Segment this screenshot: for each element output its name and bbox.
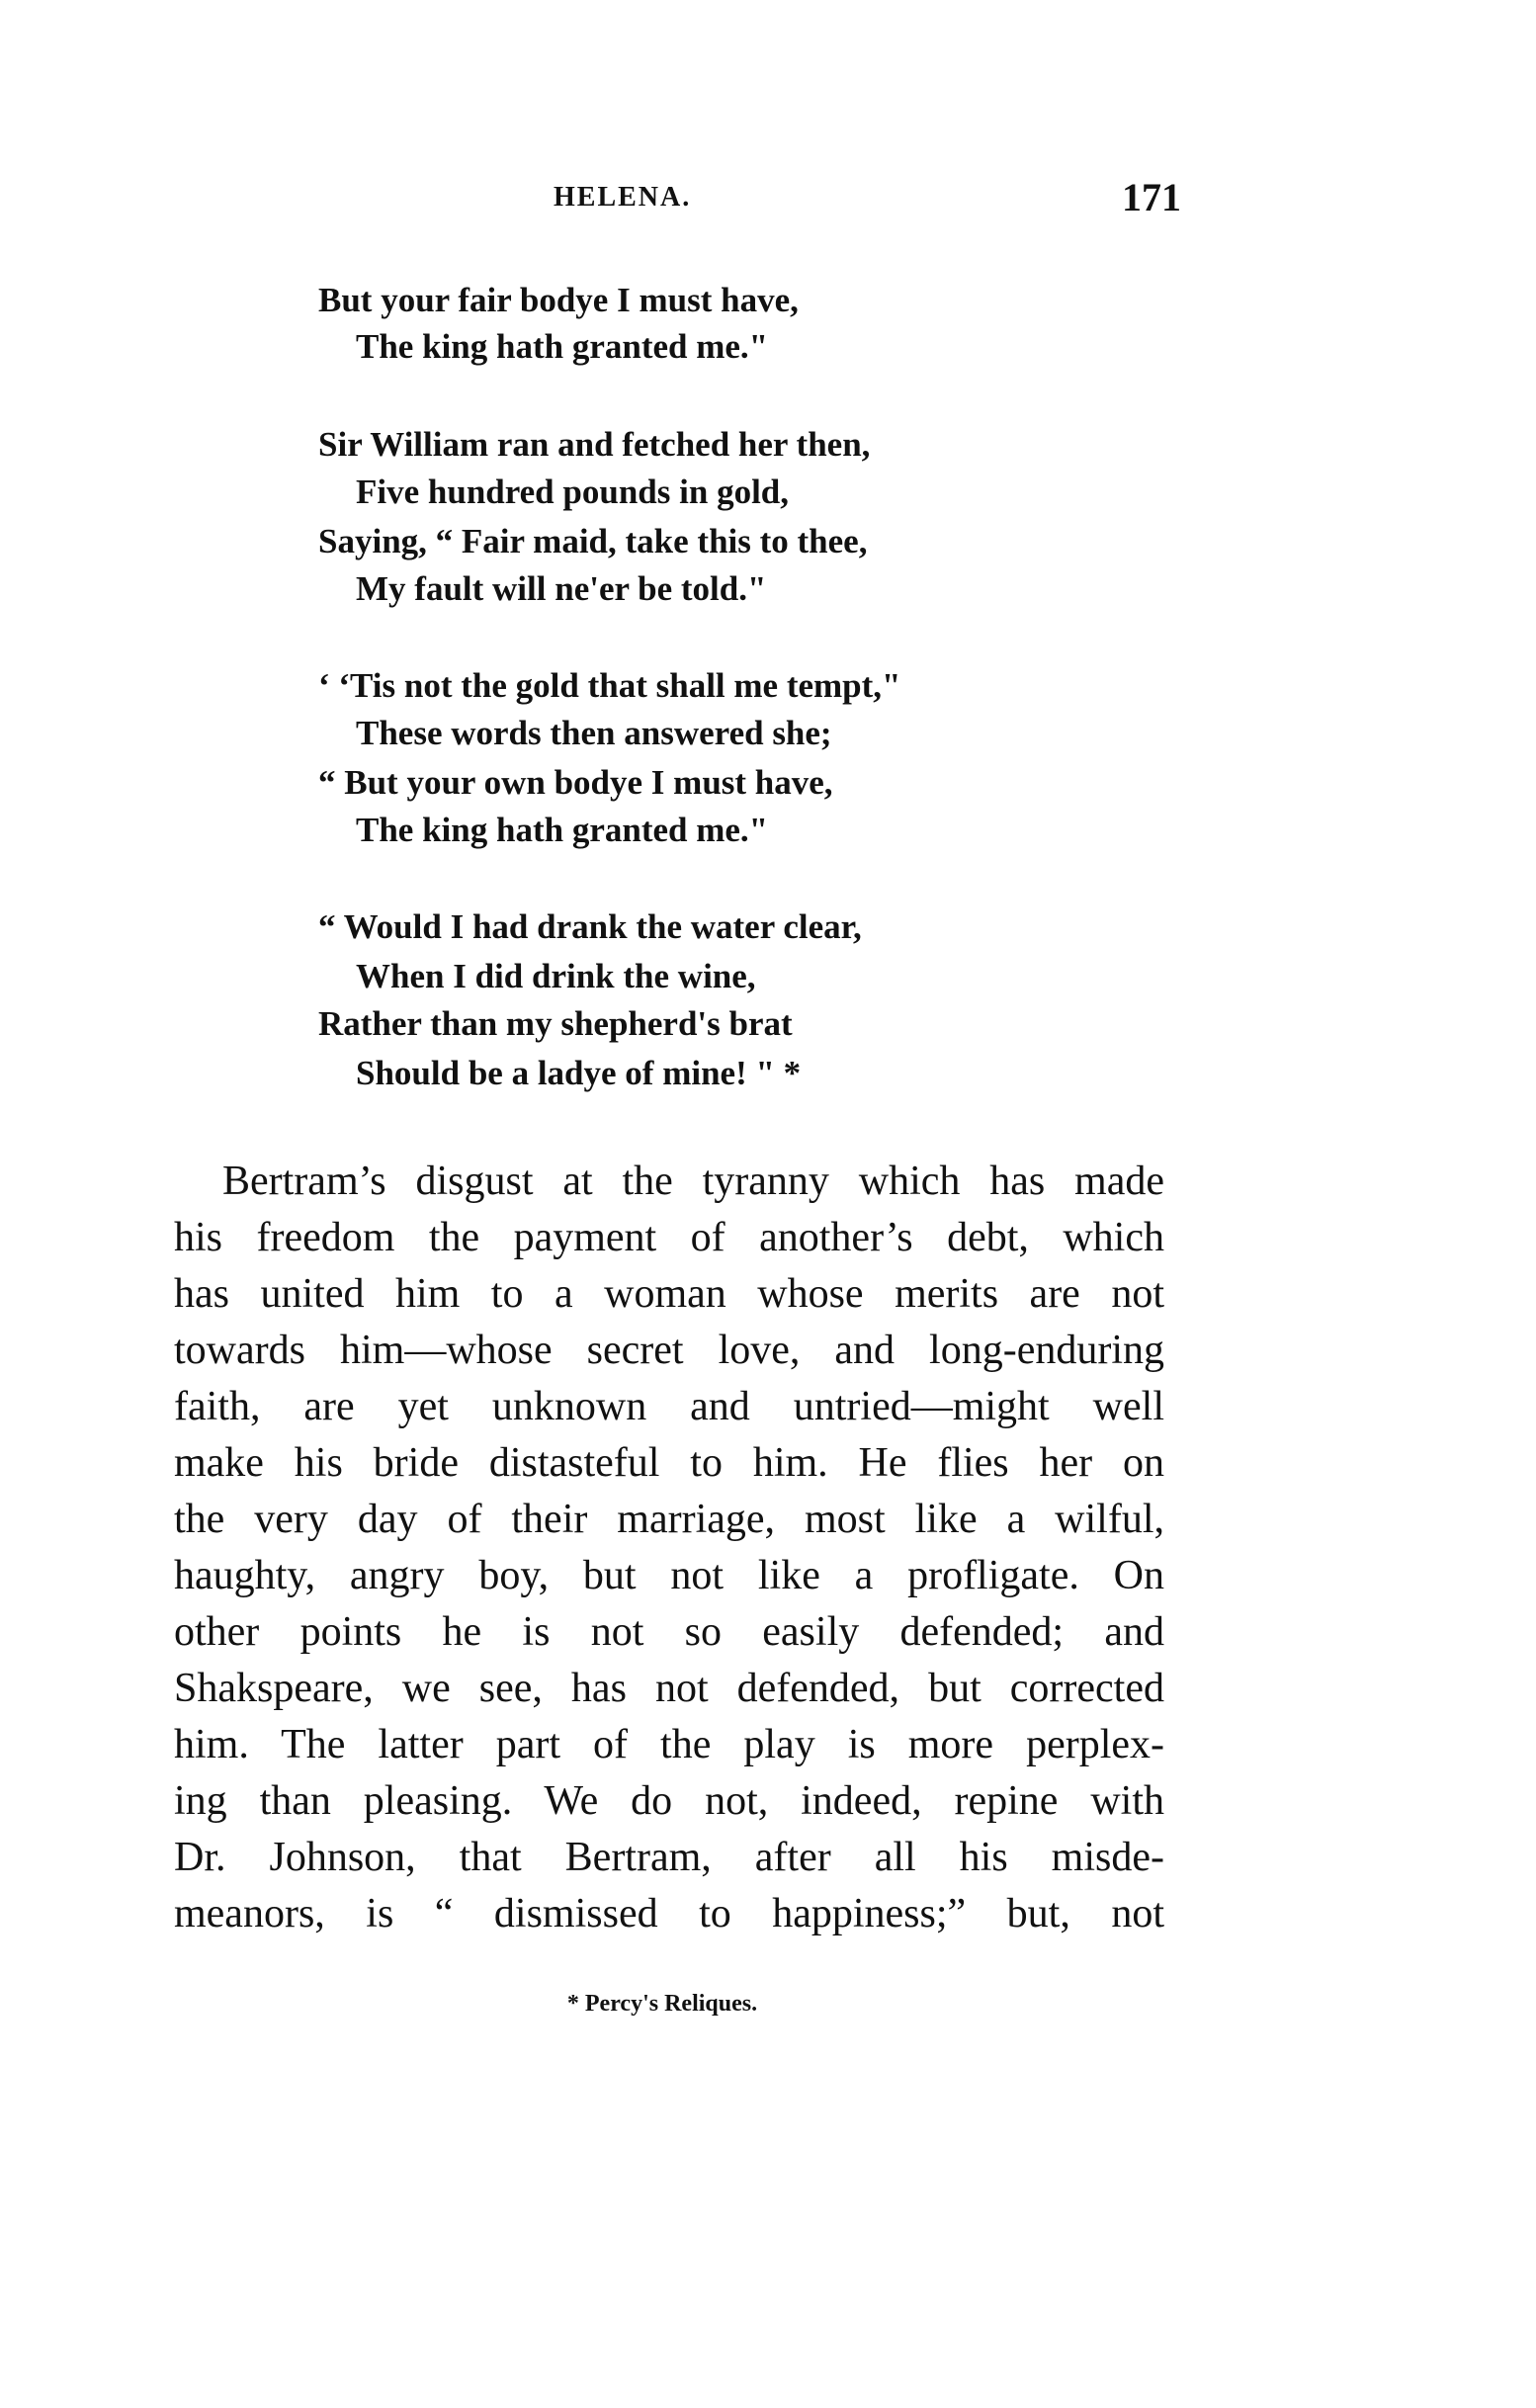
prose-line: Dr. Johnson, that Bertram, after all his misde- [174,1835,1164,1880]
prose-line: Shakspeare, we see, has not defended, but corrected [174,1666,1164,1711]
prose-line: Bertram’s disgust at the tyranny which has made [222,1159,1164,1204]
verse-line: The king hath granted me." [356,327,769,366]
verse-line: My fault will ne'er be told." [356,569,767,608]
verse-line: Rather than my shepherd's brat [318,1004,793,1043]
prose-line: make his bride distasteful to him. He flies her on [174,1440,1164,1486]
running-head: HELENA. [554,182,692,213]
footnote: * Percy's Reliques. [566,1991,758,2017]
verse-line: The king hath granted me." [356,811,769,849]
prose-line: has united him to a woman whose merits are not [174,1271,1164,1317]
prose-line: the very day of their marriage, most like a wilful, [174,1497,1164,1542]
verse-line: When I did drink the wine, [356,957,756,995]
verse-line: Sir William ran and fetched her then, [318,425,871,464]
verse-line: “ Would I had drank the water clear, [318,907,862,946]
verse-line: Five hundred pounds in gold, [356,473,790,511]
prose-line: ing than pleasing. We do not, indeed, repine with [174,1778,1164,1824]
verse-line: Saying, “ Fair maid, take this to thee, [318,522,868,560]
prose-line: haughty, angry boy, but not like a profligate. On [174,1553,1164,1598]
verse-line: These words then answered she; [356,714,832,752]
verse-line: ‘ ‘Tis not the gold that shall me tempt," [318,666,901,705]
verse-line: “ But your own bodye I must have, [318,763,833,802]
prose-line: faith, are yet unknown and untried—might well [174,1384,1164,1429]
prose-line: towards him—whose secret love, and long-enduring [174,1328,1164,1373]
verse-line: But your fair bodye I must have, [318,281,799,319]
prose-line: him. The latter part of the play is more perplex- [174,1722,1164,1767]
verse-line: Should be a ladye of mine! " * [356,1054,802,1092]
prose-line: other points he is not so easily defended; and [174,1609,1164,1655]
prose-line: meanors, is “ dismissed to happiness;” but, not [174,1891,1164,1936]
prose-line: his freedom the payment of another’s debt, which [174,1215,1164,1260]
page-number: 171 [1122,175,1181,219]
